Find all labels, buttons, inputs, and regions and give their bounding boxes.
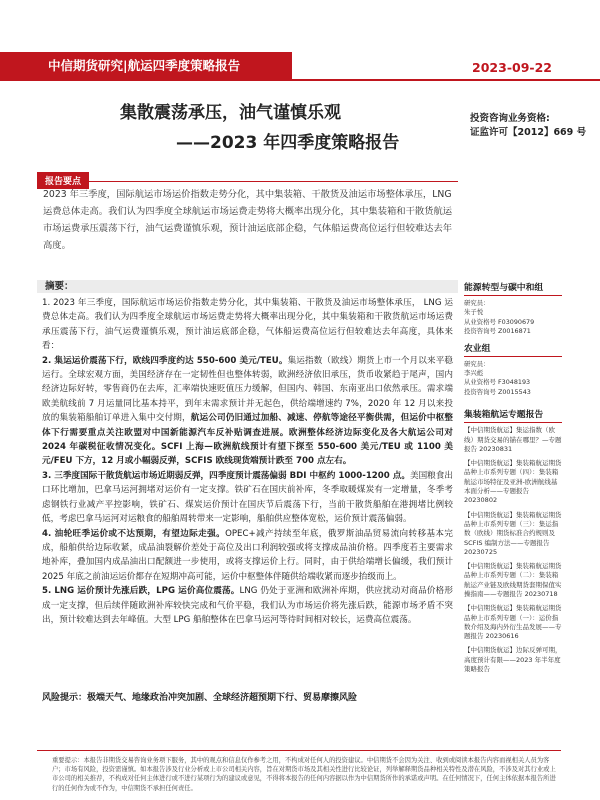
summary-tag: 报告要点 [37, 172, 89, 189]
report-date: 2023-09-22 [472, 60, 552, 75]
risk-warning: 风险提示：极端天气、地缘政治冲突加剧、全球经济超预期下行、贸易摩擦风险 [42, 693, 358, 703]
report-banner: 中信期货研究|航运四季度策略报告 [0, 52, 292, 80]
abstract-paragraph-3 [42, 469, 453, 527]
related-report-link[interactable]: 【中信期货航运】集装箱航运期货品种上市系列专题（三）：集运指数（欧线）期货标准合约规则及 SCFIS 编制方法——专题报告 20230725 [464, 510, 562, 556]
group2-title: 农业组 [464, 341, 562, 357]
group1-analysts: 研究员： 朱子悦 从业资格号 F03090679 投资咨询号 Z0016871 [464, 299, 535, 336]
abstract-paragraph-5 [42, 584, 453, 627]
report-subtitle: ——2023 年四季度策略报告 [176, 133, 400, 153]
paragraph-2-heading: 2. 集运运价震荡下行，欧线四季度约达 550-600 美元/TEU。 [42, 355, 288, 366]
qualification-block [470, 112, 586, 140]
related-report-link[interactable]: 【中信期货航运】集装箱航运期货品种上市系列专题（二）：集装箱航运产业链及欧线期货套期保值实操指南——专题报告 20230718 [464, 562, 562, 598]
summary-box [37, 172, 458, 272]
qualification-label: 投资咨询业务资格: [470, 113, 550, 124]
header-divider [0, 79, 600, 81]
abstract-body [42, 296, 453, 627]
paragraph-4-text: OPEC+减产持续至年底，俄罗斯油品贸易流向转移基本完成，船舶供给边际收紧，成品油裂解价差处于高位及出口利润较强或将支撑成品油价格。四季度若主要需求地补库，叠加国内成品油出口配额进一步使用，或将支撑运价上行。同时，由于供给端增长偏缓，我们预计 2025 年底之前油运运价都存在短期冲高可能，运价中枢整体伴随供给端收紧而逐步抬级而上。 [42, 528, 453, 582]
group1-title: 能源转型与碳中和组 [464, 280, 562, 296]
report-title: 集散震荡承压，油气谨慎乐观 [120, 103, 341, 123]
paragraph-5-text: LNG 仍处于亚洲和欧洲补库期，供应扰动对商品价格形成一定支撑，但后续伴随欧洲补库较快完成和气价平稳，我们认为市场运价将先涨后跌，能源市场矛盾不突出，预计较难达到去年峰值。大型 LPG 船舶整体在巴拿马运河等待时间相对较长，运费高位震荡。 [42, 586, 453, 625]
abstract-paragraph-4 [42, 527, 453, 585]
footer-divider [37, 750, 561, 751]
paragraph-2-text: 集运指数（欧线）期货上市一个月以来平稳运行。全球宏观方面，美国经济存在一定韧性但也整体转弱，欧洲经济依旧承压，货币收紧趋于尾声，国内经济边际好转，零售商仍在去库，汇率端快速贬值压力缓解，但国内、韩国、东南亚出口依然承压。需求端欧美航线前 7 月运量同比基本持平，到年末需求预计并无起色，供给端增速约 7%，2020 年 12 月以来投放的集装箱船舶订单进入集中交付期， [42, 355, 453, 424]
paragraph-3-heading: 3. 三季度国际干散货航运市场近期弱反弹，四季度预计震荡偏弱 BDI 中枢约 1000-1200 点。 [42, 470, 410, 481]
paragraph-2-emphasis: 航运公司仍旧通过加船、减速、停航等途径平衡供需，但运价中枢整体下行需要重点关注欧盟对中国新能源汽车反补贴调查进展。欧洲整体经济边际变化及各大航运公司对 2024 年碳税征收情况变化。SCFI 上海—欧洲航线预计有望下探至 550-600 美元/TEU 或 1100 美元/FEU 下方，12 月或小幅弱反弹，SCFIS 欧线现货端预计跌至 700 点左右。 [42, 413, 453, 467]
disclaimer: 重要提示：本报告非期货交易咨询业务项下服务，其中的观点和信息仅作参考之用，不构成对任何人的投资建议。中信期货不会因为关注、收到或阅读本报告内容而视相关人员为客户；市场有风险，投资需谨慎。如本报告涉及行业分析或上市公司相关内容，旨在对期货市场及其相关性进行比较论证，列举解释期货品种相关特性及潜在风险，不涉及对其行业或上市公司的相关推荐，不构成对任何主体进行或不进行某项行为的建议或意见，不得将本报告的任何内容据以作为中信期货所作的承诺或声明。在任何情况下，任何主体依据本报告所进行的任何作为或不作为，中信期货不承担任何责任。 [52, 757, 556, 792]
related-report-link[interactable]: 【中信期货航运】集运指数（欧线）期货交易的锚在哪里？—专题报告 20230831 [464, 426, 562, 453]
related-report-link[interactable]: 【中信期货航运】集装箱航运期货品种上市系列专题（四）：集装箱航运市场特征及亚洲-欧洲航线基本面分析——专题报告 20230802 [464, 459, 562, 505]
group2-analysts: 研究员： 李兴彪 从业资格号 F3048193 投资咨询号 Z0015543 [464, 359, 531, 396]
paragraph-4-heading: 4. 油轮旺季运价或不达预期，有望边际走强。 [42, 528, 226, 539]
summary-text: 2023 年三季度，国际航运市场运价指数走势分化，其中集装箱、干散货及油运市场整体承压，LNG 运费总体走高。我们认为四季度全球航运市场运费走势将大概率出现分化，其中集装箱和干散货航运市场运费承压震荡下行，油气运费谨慎乐观，预计油运底部企稳，气体船运费高位运行但较难达去年高度。 [43, 189, 453, 251]
summary-divider [37, 181, 458, 182]
related-report-link[interactable]: 【中信期货航运】边际反弹可期，高度预计有限——2023 年半年度策略报告 [464, 646, 562, 674]
abstract-heading: 摘要： [37, 280, 458, 293]
related-reports-title: 集装箱航运专题报告 [464, 407, 562, 423]
related-report-link[interactable]: 【中信期货航运】集装箱航运期货品种上市系列专题（一）：运价指数介绍及海内外衍生品发展——专题报告 20230616 [464, 604, 562, 641]
abstract-paragraph-1: 1. 2023 年三季度，国际航运市场运价指数走势分化，其中集装箱、干散货及油运市场整体承压， LNG 运费总体走高。我们认为四季度全球航运市场运费走势将大概率出现分化，其中集装箱和干散货航运市场运费承压震荡下行，油气运费谨慎乐观，预计油运底部企稳，气体船运费高位运行但较难达去年高度，具体来看： [42, 298, 453, 352]
paragraph-5-heading: 5. LNG 运价预计先涨后跌，LPG 运价高位震荡。 [42, 586, 240, 597]
paragraph-3-text: 美国粮食出口环比增加，巴拿马运河拥堵对运价有一定支撑。铁矿石在国庆前补库，冬季取暖煤炭有一定增量，冬季考虑钢铁行业减产平控影响，铁矿石、煤炭运价预计在国庆节后震荡下行，当前干散货船舶在港拥堵比例较低，考虑巴拿马运河对运粮食的船舶周转带来一定影响，船舶供应整体宽松，运价预计震荡偏弱。 [42, 470, 453, 525]
abstract-paragraph-2 [42, 354, 453, 469]
qualification-license: 证监许可【2012】669 号 [470, 127, 587, 138]
sidebar [464, 280, 562, 679]
